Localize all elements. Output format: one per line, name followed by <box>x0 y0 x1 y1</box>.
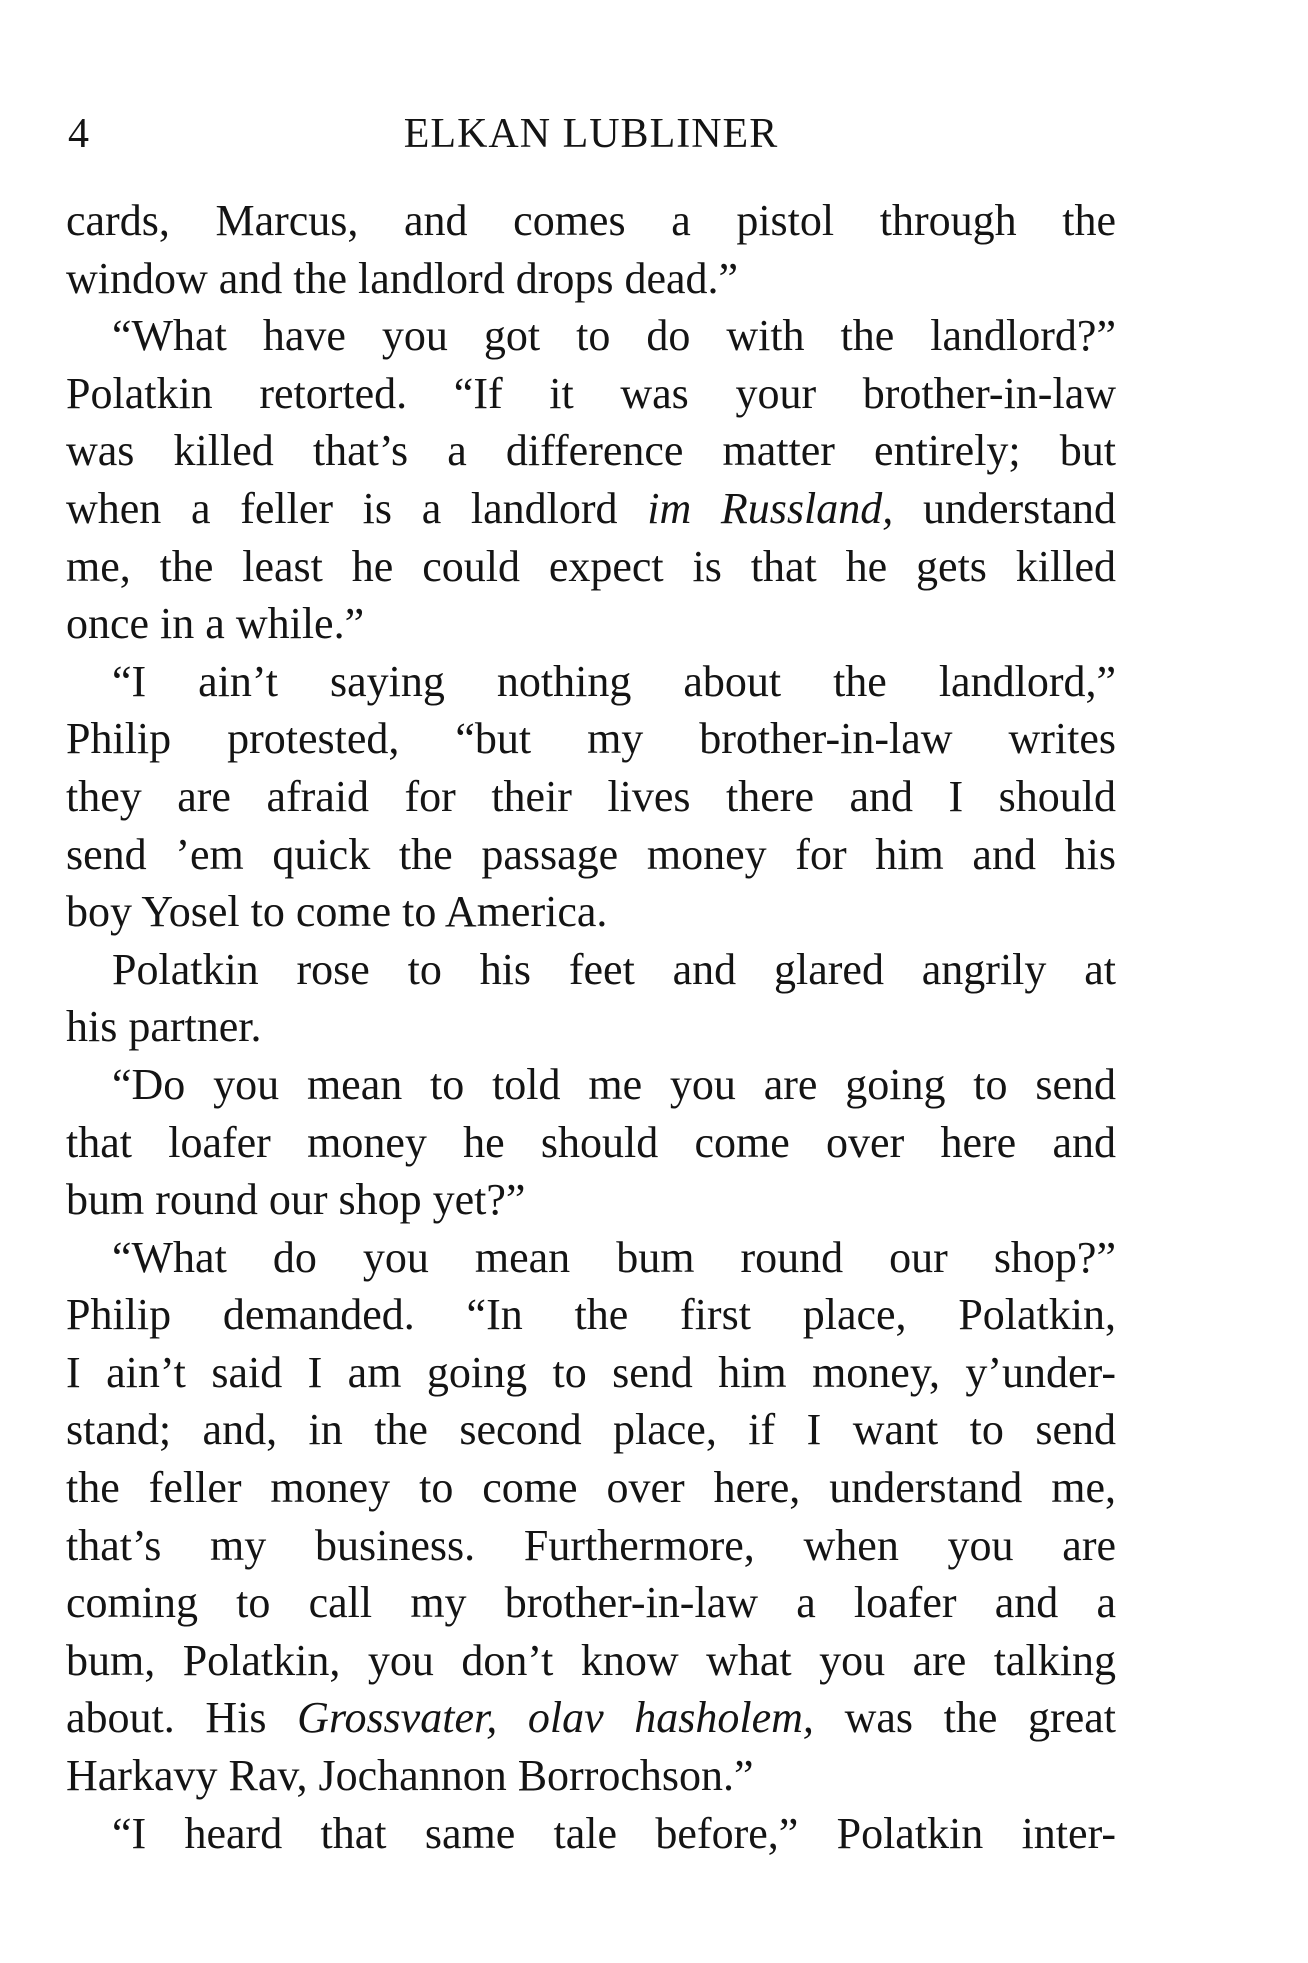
italic-phrase: im Russland, <box>647 483 894 533</box>
running-head <box>66 108 1116 160</box>
line-segment: was the great <box>813 1693 1116 1743</box>
text-line: cards, Marcus, and comes a pistol through the <box>66 196 1116 245</box>
book-title: ELKAN LUBLINER <box>403 111 779 157</box>
text-line: once in a while.” <box>66 599 365 649</box>
text-line: “What have you got to do with the landlord?” <box>112 311 1116 361</box>
line-segment: when a feller is a landlord <box>66 483 648 533</box>
text-line: Philip demanded. “In the first place, Polatkin, <box>66 1290 1116 1340</box>
text-line: Polatkin retorted. “If it was your brother-in-law <box>66 368 1116 418</box>
page-number: 4 <box>68 111 89 157</box>
text-line: stand; and, in the second place, if I want to send <box>66 1405 1116 1455</box>
line-segment: about. His <box>66 1693 298 1743</box>
text-line-with-italic <box>66 1689 1116 1747</box>
text-line: Polatkin rose to his feet and glared angrily at <box>112 944 1116 994</box>
text-line: bum round our shop yet?” <box>66 1175 526 1225</box>
book-page <box>66 0 1116 1963</box>
text-line: “I ain’t saying nothing about the landlord,” <box>112 656 1116 706</box>
text-line: “Do you mean to told me you are going to send <box>112 1059 1116 1109</box>
text-line: they are afraid for their lives there and I should <box>66 771 1116 821</box>
text-line: “What do you mean bum round our shop?” <box>112 1232 1116 1282</box>
text-line: bum, Polatkin, you don’t know what you are talking <box>66 1635 1116 1685</box>
text-line: Philip protested, “but my brother-in-law writes <box>66 714 1116 764</box>
text-line: I ain’t said I am going to send him money, y’under- <box>66 1347 1116 1397</box>
text-line: me, the least he could expect is that he gets killed <box>66 541 1116 591</box>
italic-phrase: Grossvater, olav hasholem, <box>297 1693 814 1743</box>
text-line: window and the landlord drops dead.” <box>66 253 739 303</box>
text-line: coming to call my brother-in-law a loafer and a <box>66 1578 1116 1628</box>
text-line: his partner. <box>66 1002 262 1052</box>
text-line: was killed that’s a difference matter entirely; but <box>66 426 1116 476</box>
text-line-with-italic <box>66 480 1116 538</box>
text-line: the feller money to come over here, understand me, <box>66 1463 1116 1513</box>
text-line: boy Yosel to come to America. <box>66 887 608 937</box>
text-line: Harkavy Rav, Jochannon Borrochson.” <box>66 1751 754 1801</box>
body-text <box>66 192 1116 1862</box>
text-line: “I heard that same tale before,” Polatkin inter- <box>112 1808 1116 1858</box>
line-segment: understand <box>893 483 1116 533</box>
text-line: send ’em quick the passage money for him and his <box>66 829 1116 879</box>
text-line: that’s my business. Furthermore, when you are <box>66 1520 1116 1570</box>
text-line: that loafer money he should come over here and <box>66 1117 1116 1167</box>
